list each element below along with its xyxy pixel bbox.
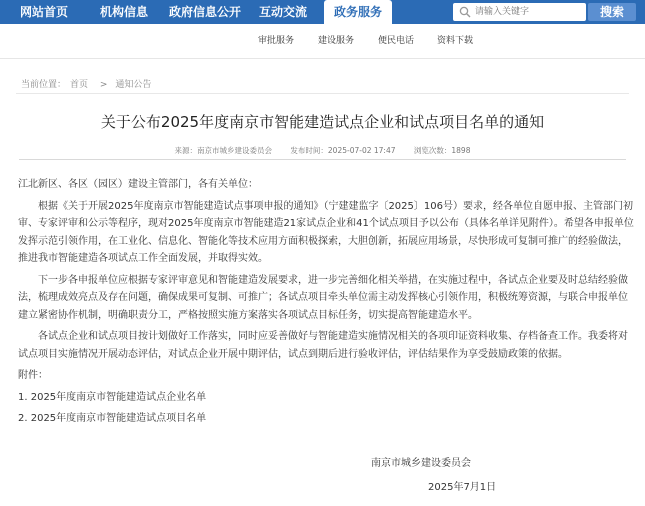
search-box: [453, 3, 586, 21]
nav-item-gov-info[interactable]: 政府信息公开: [169, 5, 242, 19]
greeting: 江北新区、各区（园区）建设主管部门，各有关单位：: [18, 179, 258, 190]
attachments-label: 附件：: [18, 370, 48, 381]
paragraph-1: 根据《关于开展2025年度南京市智能建造试点事项申报的通知》（宁建建监字〔2025〕106号）要求，经各单位自愿申报、主管部门初审、专家评审和公示等程序，现对2025年度南京市智能建造21家试点企业和41个试点项目予以公布（具体名单详见附件）。希望各申报单位发挥示范引领作用，在工业化、信息化、智能化等技术应用方面积极探索，大胆创新，拓展应用场景，尽快形成可复制可推广的经验做法，推进我市智能建造各项试点工作全面发展，并取得实效。: [18, 200, 634, 264]
breadcrumb-divider: [16, 93, 629, 94]
subnav-downloads[interactable]: 资料下载: [437, 36, 474, 46]
nav-item-gov-services[interactable]: 政务服务: [324, 0, 392, 26]
signature-org: 南京市城乡建设委员会: [371, 458, 471, 469]
breadcrumb: [21, 77, 155, 90]
subnav-divider: [0, 58, 645, 59]
page-title: 关于公布2025年度南京市智能建造试点企业和试点项目名单的通知: [100, 113, 545, 131]
paragraph-3: 各试点企业和试点项目按计划做好工作落实，同时应妥善做好与智能建造实施情况相关的各项印证资料收集、存档备查工作。我委将对试点项目实施情况开展动态评估，对试点企业开展中期评估，试点到期后进行验收评估，评估结果作为享受鼓励政策的依据。: [18, 331, 628, 360]
breadcrumb-current[interactable]: 通知公告: [115, 80, 152, 90]
breadcrumb-home[interactable]: 首页: [70, 80, 89, 90]
nav-item-interaction[interactable]: 互动交流: [259, 5, 308, 19]
nav-item-home[interactable]: 网站首页: [20, 5, 69, 19]
subnav-approval[interactable]: 审批服务: [258, 36, 295, 46]
search-button[interactable]: 搜索: [588, 3, 636, 21]
article-source: 来源：南京市城乡建设委员会: [174, 146, 273, 155]
paragraph-2: 下一步各申报单位应根据专家评审意见和智能建造发展要求，进一步完善细化相关举措，在实施过程中，各试点企业要及时总结经验做法，梳理成效亮点及存在问题，确保成果可复制、可推广；各试点项目牵头单位需主动发挥核心引领作用，积极统筹资源，与联合申报单位建立紧密协作机制，明确职责分工，严格按照实施方案落实各项试点目标任务，切实提高智能建造水平。: [18, 274, 628, 321]
meta-divider: [19, 159, 626, 160]
signature-date: 2025年7月1日: [428, 482, 497, 493]
article-time: 发布时间：2025-07-02 17:47: [290, 146, 396, 155]
article-meta: [0, 145, 645, 156]
breadcrumb-prefix: 当前位置：: [21, 80, 67, 90]
top-nav-bar: [0, 0, 645, 24]
search-icon: [459, 6, 471, 18]
nav-item-institutions[interactable]: 机构信息: [100, 5, 149, 19]
subnav-construction[interactable]: 建设服务: [318, 36, 355, 46]
subnav-phone[interactable]: 便民电话: [378, 36, 415, 46]
attachment-link-2[interactable]: 2. 2025年度南京市智能建造试点项目名单: [18, 413, 207, 424]
search-input[interactable]: [475, 3, 583, 21]
article-body: [18, 176, 634, 428]
article-views: 浏览次数：1898: [413, 146, 471, 155]
attachment-link-1[interactable]: 1. 2025年度南京市智能建造试点企业名单: [18, 391, 207, 403]
breadcrumb-separator: >: [99, 80, 108, 90]
